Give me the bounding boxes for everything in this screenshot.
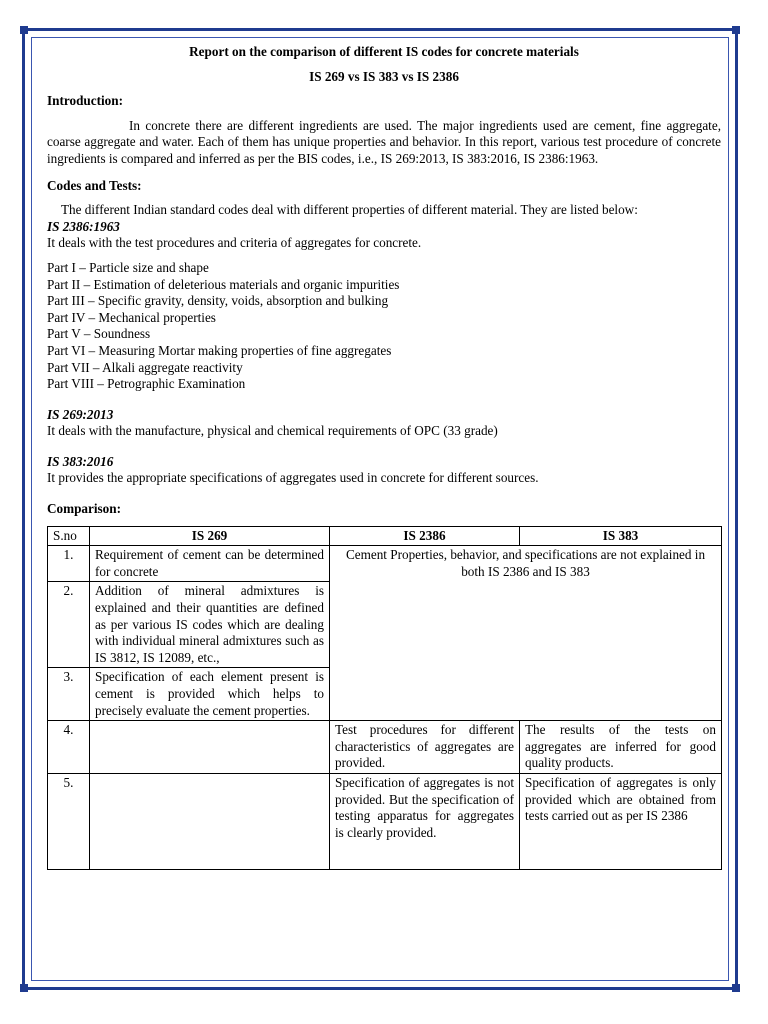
is383-desc: It provides the appropriate specifications of aggregates used in concrete for different sources. xyxy=(47,470,539,486)
border-corner xyxy=(20,984,28,992)
is269-desc: It deals with the manufacture, physical and chemical requirements of OPC (33 grade) xyxy=(47,423,498,439)
table-cell-is269 xyxy=(90,721,330,774)
table-cell-is383: The results of the tests on aggregates are inferred for good quality products. xyxy=(520,721,722,774)
table-cell-is383: Specification of aggregates is only provided which are obtained from tests carried out as per IS 2386 xyxy=(520,773,722,869)
table-cell-is269 xyxy=(90,773,330,869)
table-cell-is2386: Specification of aggregates is not provided. But the specification of testing apparatus for aggregates is clearly provided. xyxy=(330,773,520,869)
report-title: Report on the comparison of different IS codes for concrete materials xyxy=(189,44,579,59)
table-row xyxy=(48,721,722,774)
table-row xyxy=(48,773,722,869)
column-header: IS 383 xyxy=(520,526,722,546)
table-cell-sno: 1. xyxy=(48,546,90,582)
border-corner xyxy=(732,26,740,34)
list-item: Part IV – Mechanical properties xyxy=(47,309,216,325)
codes-heading: Codes and Tests: xyxy=(47,177,142,193)
border-corner xyxy=(20,26,28,34)
table-cell-sno: 3. xyxy=(48,668,90,721)
list-item: Part VII – Alkali aggregate reactivity xyxy=(47,359,243,375)
is2386-parts-list xyxy=(47,260,721,393)
table-cell-is269: Requirement of cement can be determined for concrete xyxy=(90,546,330,582)
list-item: Part V – Soundness xyxy=(47,326,151,342)
list-item: Part II – Estimation of deleterious materials and organic impurities xyxy=(47,276,400,292)
table-cell-is269: Specification of each element present is cement is provided which helps to precisely evaluate the cement properties. xyxy=(90,668,330,721)
border-corner xyxy=(732,984,740,992)
list-item: Part VI – Measuring Mortar making properties of fine aggregates xyxy=(47,342,392,358)
is2386-title: IS 2386:1963 xyxy=(47,218,120,234)
comparison-heading: Comparison: xyxy=(47,501,121,517)
column-header: IS 2386 xyxy=(330,526,520,546)
introduction-heading: Introduction: xyxy=(47,93,123,109)
is269-title: IS 269:2013 xyxy=(47,406,114,422)
introduction-text: In concrete there are different ingredients are used. The major ingredients used are cement, fine aggregate, coarse aggregate and water. Each of them has unique properties and behavior. In this report, various test procedure of concrete ingredients is compared and inferred as per the BIS codes, i.e., IS 269:2013, IS 383:2016, IS 2386:1963. xyxy=(47,117,721,166)
document-body xyxy=(47,40,721,870)
table-header-row xyxy=(48,526,722,546)
is383-title: IS 383:2016 xyxy=(47,453,114,469)
comparison-table xyxy=(47,526,722,870)
merged-note-cell xyxy=(330,546,722,721)
table-cell-sno: 5. xyxy=(48,773,90,869)
report-subtitle: IS 269 vs IS 383 vs IS 2386 xyxy=(309,68,459,84)
list-item: Part I – Particle size and shape xyxy=(47,259,209,275)
column-header: S.no xyxy=(48,526,90,546)
table-row xyxy=(48,546,722,582)
table-cell-is269: Addition of mineral admixtures is explained and their quantities are defined as per various IS codes which are dealing with individual mineral admixtures such as IS 3812, IS 12089, etc., xyxy=(90,582,330,668)
table-cell-sno: 4. xyxy=(48,721,90,774)
list-item: Part III – Specific gravity, density, voids, absorption and bulking xyxy=(47,293,389,309)
table-cell-is2386: Test procedures for different characteristics of aggregates are provided. xyxy=(330,721,520,774)
is2386-desc: It deals with the test procedures and criteria of aggregates for concrete. xyxy=(47,235,422,251)
table-cell-sno: 2. xyxy=(48,582,90,668)
column-header: IS 269 xyxy=(90,526,330,546)
codes-text: The different Indian standard codes deal with different properties of different material. They are listed below: xyxy=(61,202,638,218)
merged-note: Cement Properties, behavior, and specifications are not explained in both IS 2386 and IS 383 xyxy=(345,547,706,579)
list-item: Part VIII – Petrographic Examination xyxy=(47,376,246,392)
